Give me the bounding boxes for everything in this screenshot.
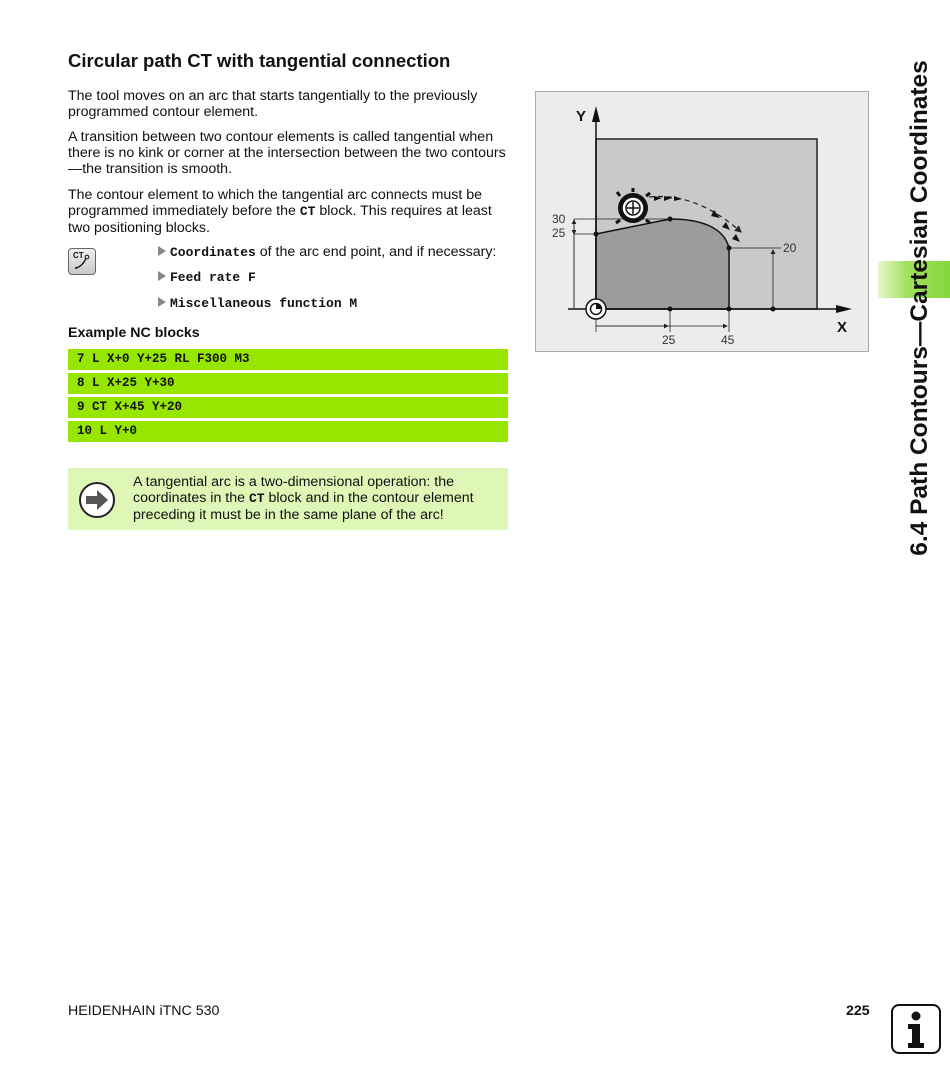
note-text-after: block and in the contour element preceding it must be in the same plane of the arc! xyxy=(133,490,474,524)
dim-label-25-y: 25 xyxy=(552,226,566,240)
note-code: CT xyxy=(248,491,265,507)
bullet-text: of the arc end point, and if necessary: xyxy=(255,244,497,260)
right-arrow-icon xyxy=(78,481,116,519)
p3-text-before: The contour element to which the tangential arc connects must be programmed immediately before the xyxy=(68,187,483,220)
example-heading: Example NC blocks xyxy=(68,325,200,341)
bullet-code: Miscellaneous function M xyxy=(170,296,358,311)
info-icon xyxy=(891,1004,941,1054)
contour-shape xyxy=(596,219,729,309)
y-axis-arrow-icon xyxy=(592,106,600,122)
p3-text-after: block. This requires at least two positioning blocks. xyxy=(68,203,492,237)
x-axis-arrow-icon xyxy=(836,305,852,313)
nc-block: 7 L X+0 Y+25 RL F300 M3 xyxy=(68,349,508,370)
programming-requirement-paragraph xyxy=(68,187,513,237)
bullet-code: Coordinates xyxy=(170,245,256,260)
x-axis-label: X xyxy=(837,319,848,336)
dim-label-25-x: 25 xyxy=(662,333,676,347)
tangential-definition-paragraph: A transition between two contour elements is called tangential when there is no kink or corner at the intersection between the two contours—the transition is smooth. xyxy=(68,129,506,178)
bullet-coordinates xyxy=(158,243,496,261)
bullet-triangle-icon xyxy=(158,297,166,307)
bullet-feed-rate xyxy=(158,268,256,286)
dim-label-45: 45 xyxy=(721,333,735,347)
diagram-svg xyxy=(536,92,870,353)
bullet-misc-function xyxy=(158,294,357,312)
ct-key-icon xyxy=(68,248,96,275)
p3-code: CT xyxy=(299,204,316,220)
y-axis-label: Y xyxy=(576,108,587,125)
bullet-triangle-icon xyxy=(158,246,166,256)
tangential-arc-diagram xyxy=(535,91,869,352)
note-box xyxy=(68,468,508,530)
chapter-title: 6.4 Path Contours—Cartesian Coordinates xyxy=(906,60,933,556)
note-text-before: A tangential arc is a two-dimensional operation: the coordinates in the xyxy=(133,474,454,507)
bullet-triangle-icon xyxy=(158,271,166,281)
ct-arc-glyph-icon xyxy=(69,249,95,274)
intro-paragraph: The tool moves on an arc that starts tangentially to the previously programmed contour element. xyxy=(68,88,478,121)
nc-block: 10 L Y+0 xyxy=(68,421,508,442)
nc-block: 8 L X+25 Y+30 xyxy=(68,373,508,394)
dim-label-30: 30 xyxy=(552,212,566,226)
bullet-code: Feed rate F xyxy=(170,270,256,285)
ct-key-label: CT xyxy=(73,251,84,260)
note-text xyxy=(133,474,503,524)
footer-product-name: HEIDENHAIN iTNC 530 xyxy=(68,1003,220,1019)
section-title: Circular path CT with tangential connection xyxy=(68,50,451,71)
dim-label-20: 20 xyxy=(783,241,797,255)
nc-block: 9 CT X+45 Y+20 xyxy=(68,397,508,418)
page-number: 225 xyxy=(846,1003,870,1019)
